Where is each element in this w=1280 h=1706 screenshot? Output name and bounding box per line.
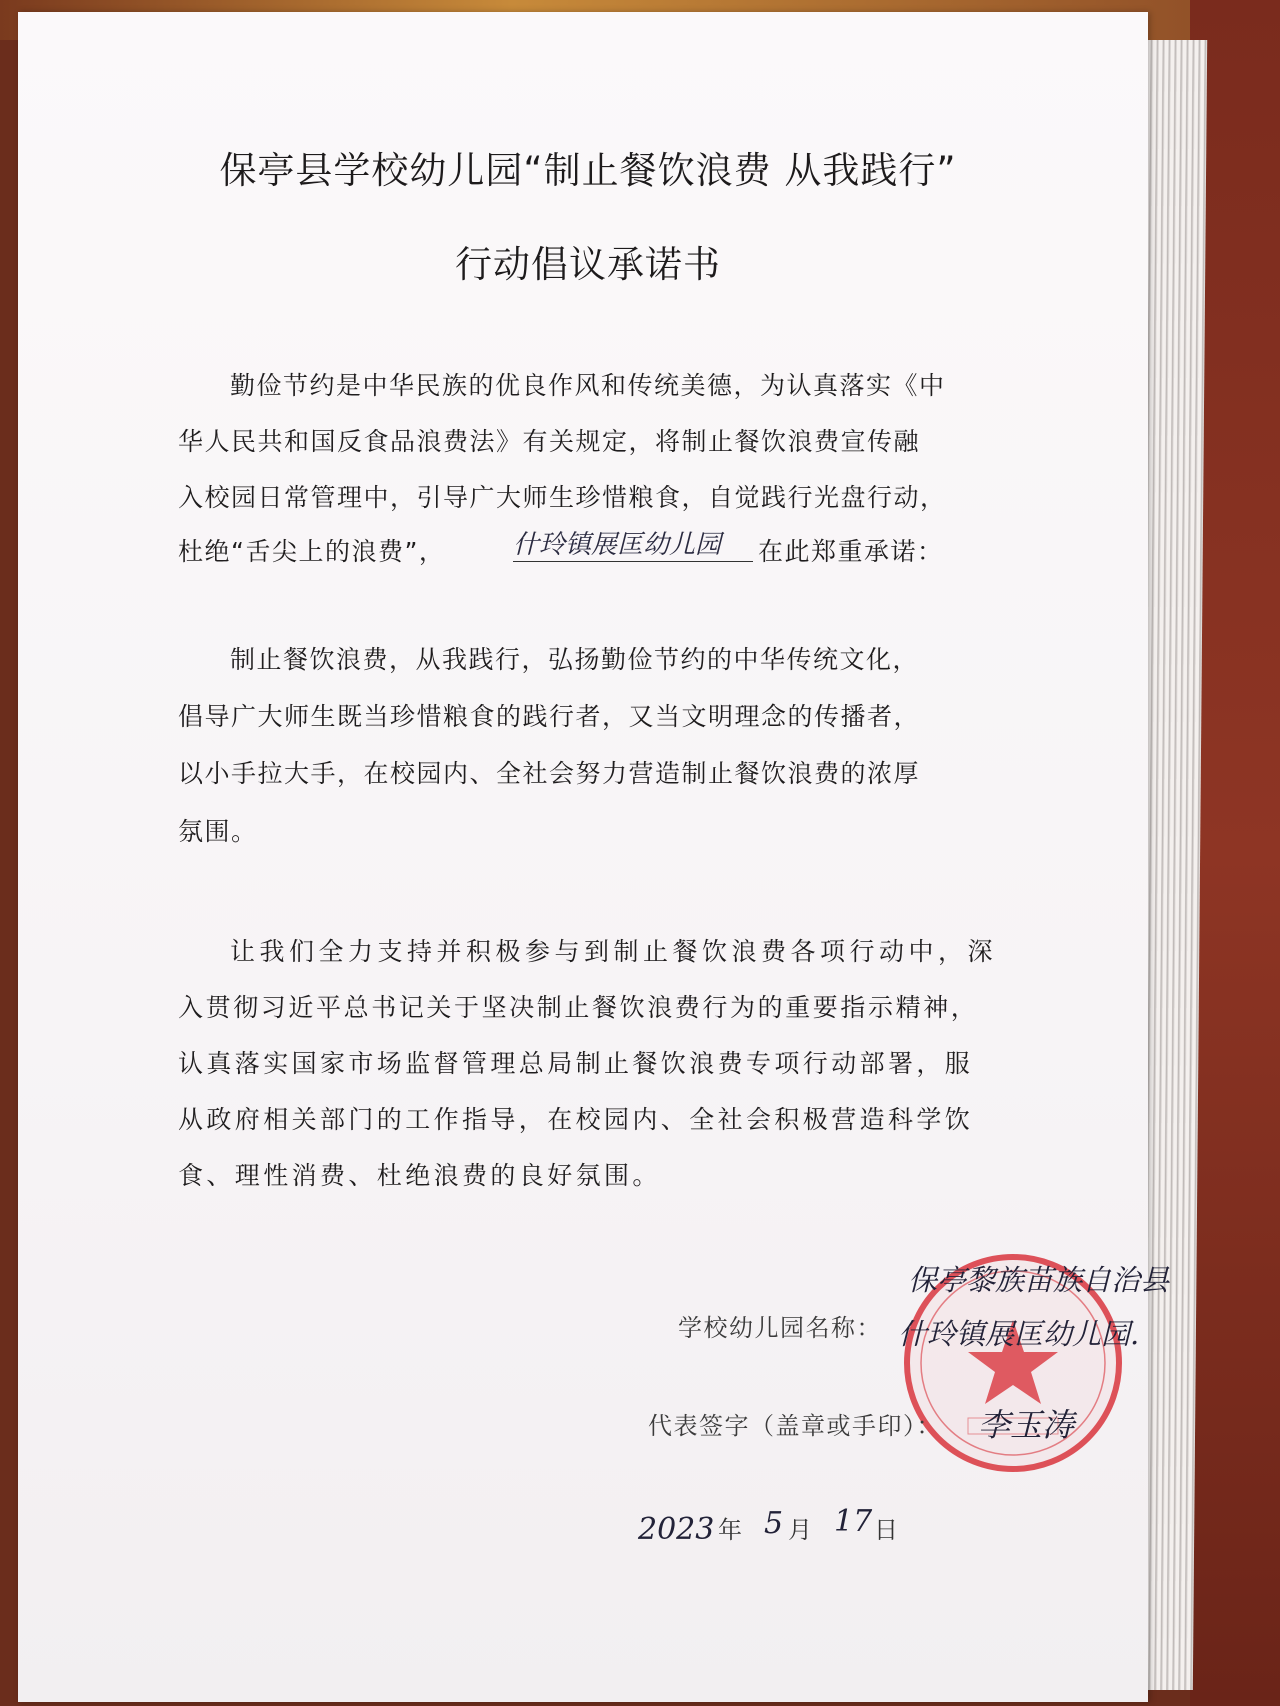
handwritten-school-name-line2: 什玲镇展匡幼儿园. bbox=[898, 1317, 1140, 1351]
date-year-char: 年 bbox=[718, 1516, 744, 1544]
para1-line4-end: 在此郑重承诺： bbox=[758, 537, 944, 566]
date-day-char: 日 bbox=[874, 1516, 900, 1544]
date-day: 17 bbox=[834, 1504, 873, 1539]
document-title-line1: 保亭县学校幼儿园“制止餐饮浪费 从我践行” bbox=[219, 149, 957, 192]
para3-line3: 认真落实国家市场监督管理总局制止餐饮浪费专项行动部署，服 bbox=[178, 1049, 974, 1078]
handwritten-signature: 李玉涛 bbox=[978, 1406, 1075, 1444]
para3-line1: 让我们全力支持并积极参与到制止餐饮浪费各项行动中，深 bbox=[230, 937, 998, 966]
document-page bbox=[18, 12, 1170, 1702]
para2-line1: 制止餐饮浪费，从我践行，弘扬勤俭节约的中华传统文化， bbox=[230, 645, 920, 674]
handwritten-school-name-line1: 保亭黎族苗族自治县 bbox=[908, 1263, 1170, 1297]
school-name-blank: 什玲镇展匡幼儿园 bbox=[513, 524, 753, 562]
para1-line4: 杜绝“舌尖上的浪费”， bbox=[178, 537, 446, 566]
para3-line2: 入贯彻习近平总书记关于坚决制止餐饮浪费行为的重要指示精神， bbox=[178, 993, 979, 1022]
document-title-line2: 行动倡议承诺书 bbox=[455, 243, 721, 286]
para3-line5: 食、理性消费、杜绝浪费的良好氛围。 bbox=[178, 1161, 661, 1190]
para2-line2: 倡导广大师生既当珍惜粮食的践行者，又当文明理念的传播者， bbox=[178, 702, 921, 731]
para3-line4: 从政府相关部门的工作指导，在校园内、全社会积极营造科学饮 bbox=[178, 1105, 974, 1134]
para2-line3: 以小手拉大手，在校园内、全社会努力营造制止餐饮浪费的浓厚 bbox=[178, 759, 921, 788]
para1-line2: 华人民共和国反食品浪费法》有关规定，将制止餐饮浪费宣传融 bbox=[178, 427, 921, 456]
para2-line4: 氛围。 bbox=[178, 817, 258, 846]
date-year: 2023 bbox=[638, 1512, 715, 1547]
para1-line1: 勤俭节约是中华民族的优良作风和传统美德，为认真落实《中 bbox=[230, 371, 946, 400]
signature-label: 代表签字（盖章或手印）： bbox=[648, 1412, 942, 1440]
date-month: 5 bbox=[764, 1506, 784, 1541]
school-name-label: 学校幼儿园名称： bbox=[678, 1314, 882, 1342]
para1-line3: 入校园日常管理中，引导广大师生珍惜粮食，自觉践行光盘行动， bbox=[178, 483, 947, 512]
date-month-char: 月 bbox=[788, 1516, 814, 1544]
